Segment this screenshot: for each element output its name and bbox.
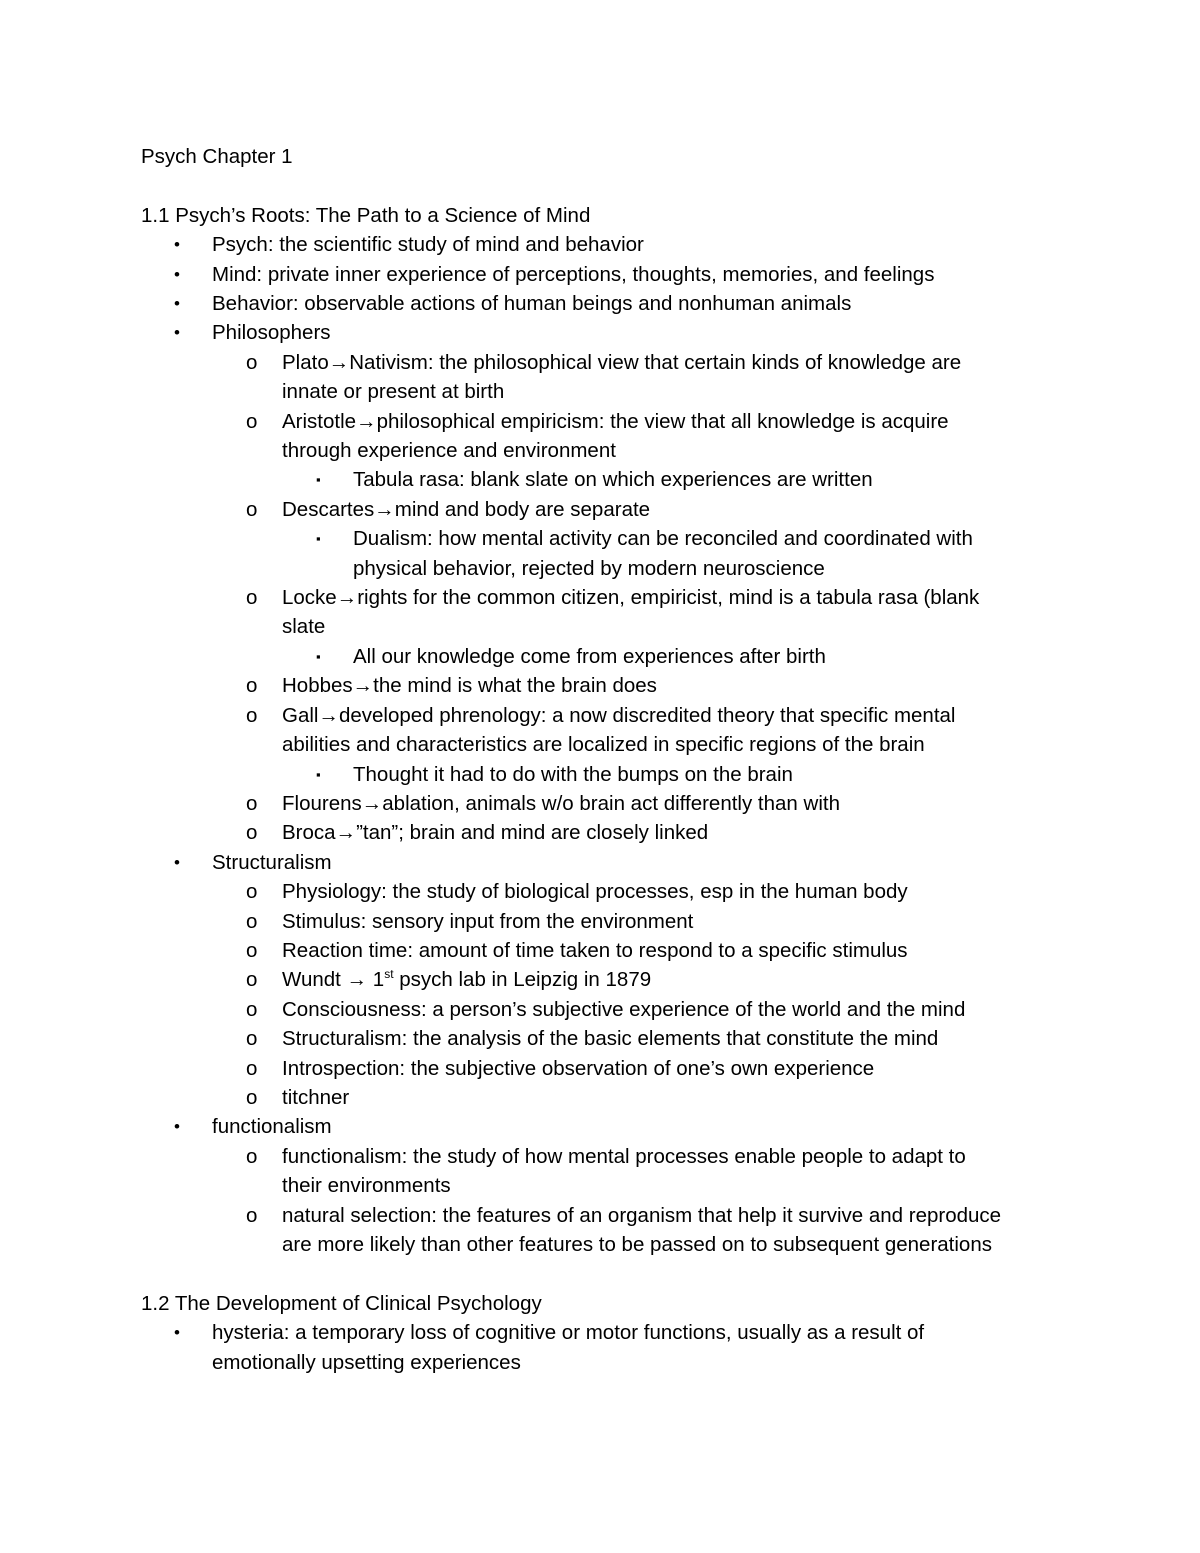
list-item: ▪ Dualism: how mental activity can be reconciled and coordinated with: [141, 524, 1061, 553]
list-item: ▪ Thought it had to do with the bumps on the brain: [141, 760, 1061, 789]
list-item-continuation: through experience and environment: [282, 439, 616, 463]
list-item: o titchner: [141, 1083, 1061, 1112]
list-item: o functionalism: the study of how mental processes enable people to adapt to: [141, 1142, 1061, 1171]
section-heading-1-1: 1.1 Psych’s Roots: The Path to a Science of Mind: [141, 203, 591, 227]
circle-bullet-icon: o: [246, 1027, 258, 1051]
list-item: o Stimulus: sensory input from the environment: [141, 907, 1061, 936]
circle-bullet-icon: o: [246, 586, 258, 610]
list-item: o Physiology: the study of biological processes, esp in the human body: [141, 877, 1061, 906]
square-bullet-icon: ▪: [316, 531, 321, 547]
document-body: [141, 142, 1061, 1377]
arrow-icon: →: [328, 350, 350, 374]
list-item: • Structuralism: [141, 848, 1061, 877]
list-item-continuation: are more likely than other features to be passed on to subsequent generations: [282, 1233, 992, 1257]
circle-bullet-icon: o: [246, 1056, 258, 1080]
bullet-icon: •: [174, 294, 180, 314]
list-item: ▪ All our knowledge come from experiences after birth: [141, 642, 1061, 671]
circle-bullet-icon: o: [246, 674, 258, 698]
list-item: o Locke→rights for the common citizen, empiricist, mind is a tabula rasa (blank: [141, 583, 1061, 612]
list-item: • Behavior: observable actions of human beings and nonhuman animals: [141, 289, 1061, 318]
list-item: o Plato→Nativism: the philosophical view that certain kinds of knowledge are: [141, 348, 1061, 377]
list-item-continuation: emotionally upsetting experiences: [212, 1350, 521, 1374]
arrow-icon: →: [346, 968, 368, 992]
list-item-continuation: innate or present at birth: [282, 380, 505, 404]
blank-line: [141, 171, 1061, 200]
list-item: o Consciousness: a person’s subjective experience of the world and the mind: [141, 995, 1061, 1024]
list-item-continuation: their environments: [282, 1174, 451, 1198]
circle-bullet-icon: o: [246, 703, 258, 727]
list-item: o Descartes→mind and body are separate: [141, 495, 1061, 524]
bullet-icon: •: [174, 264, 180, 284]
bullet-icon: •: [174, 235, 180, 255]
arrow-icon: →: [361, 791, 383, 815]
square-bullet-icon: ▪: [316, 766, 321, 782]
circle-bullet-icon: o: [246, 997, 258, 1021]
circle-bullet-icon: o: [246, 909, 258, 933]
circle-bullet-icon: o: [246, 1144, 258, 1168]
square-bullet-icon: ▪: [316, 648, 321, 664]
list-item: • Mind: private inner experience of perceptions, thoughts, memories, and feelings: [141, 260, 1061, 289]
arrow-icon: →: [318, 703, 339, 727]
square-bullet-icon: ▪: [316, 472, 321, 488]
arrow-icon: →: [335, 821, 357, 845]
list-item-continuation: slate: [282, 615, 326, 639]
circle-bullet-icon: o: [246, 409, 258, 433]
list-item: o Wundt → 1st psych lab in Leipzig in 1879: [141, 965, 1061, 994]
list-item: • Psych: the scientific study of mind and behavior: [141, 230, 1061, 259]
bullet-icon: •: [174, 1117, 180, 1137]
bullet-icon: •: [174, 323, 180, 343]
list-item: o Structuralism: the analysis of the basic elements that constitute the mind: [141, 1024, 1061, 1053]
list-item: o Hobbes→the mind is what the brain does: [141, 671, 1061, 700]
circle-bullet-icon: o: [246, 1203, 258, 1227]
list-item: • Philosophers: [141, 318, 1061, 347]
bullet-icon: •: [174, 852, 180, 872]
list-item: o Aristotle→philosophical empiricism: the view that all knowledge is acquire: [141, 407, 1061, 436]
list-item: o Flourens→ablation, animals w/o brain act differently than with: [141, 789, 1061, 818]
arrow-icon: →: [374, 497, 395, 521]
blank-line: [141, 1259, 1061, 1288]
list-item: o natural selection: the features of an organism that help it survive and reproduce: [141, 1201, 1061, 1230]
section-heading-1-2: 1.2 The Development of Clinical Psychology: [141, 1291, 542, 1315]
document-title: Psych Chapter 1: [141, 145, 293, 168]
circle-bullet-icon: o: [246, 350, 258, 374]
list-item: • functionalism: [141, 1112, 1061, 1141]
list-item: o Broca→”tan”; brain and mind are closely linked: [141, 818, 1061, 847]
list-item-continuation: abilities and characteristics are localized in specific regions of the brain: [282, 733, 925, 757]
list-item: o Reaction time: amount of time taken to respond to a specific stimulus: [141, 936, 1061, 965]
list-item-continuation: physical behavior, rejected by modern neuroscience: [353, 556, 825, 580]
circle-bullet-icon: o: [246, 880, 258, 904]
bullet-icon: •: [174, 1323, 180, 1343]
list-item: ▪ Tabula rasa: blank slate on which experiences are written: [141, 465, 1061, 494]
arrow-icon: →: [352, 674, 374, 698]
circle-bullet-icon: o: [246, 938, 258, 962]
circle-bullet-icon: o: [246, 791, 258, 815]
list-item: o Introspection: the subjective observation of one’s own experience: [141, 1054, 1061, 1083]
circle-bullet-icon: o: [246, 968, 258, 992]
circle-bullet-icon: o: [246, 821, 258, 845]
list-item: o Gall→developed phrenology: a now discredited theory that specific mental: [141, 701, 1061, 730]
arrow-icon: →: [336, 586, 358, 610]
circle-bullet-icon: o: [246, 497, 258, 521]
circle-bullet-icon: o: [246, 1085, 258, 1109]
list-item: • hysteria: a temporary loss of cognitive or motor functions, usually as a result of: [141, 1318, 1061, 1347]
arrow-icon: →: [356, 409, 377, 433]
